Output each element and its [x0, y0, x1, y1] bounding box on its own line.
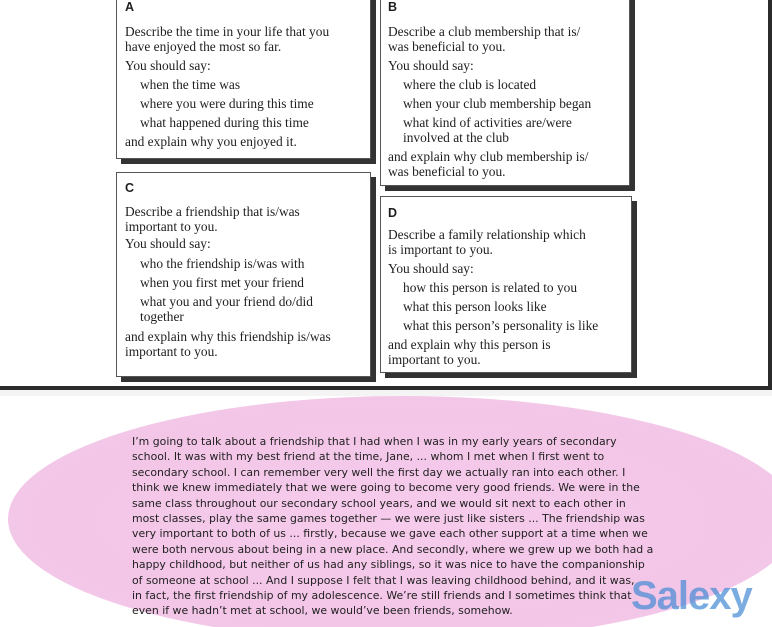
card-line: what this person looks like	[403, 299, 547, 314]
cue-card-a	[116, 0, 371, 159]
card-letter: C	[125, 181, 135, 195]
card-line: Describe the time in your life that you	[125, 24, 330, 39]
card-letter: A	[125, 0, 135, 14]
paragraph-line: in fact, the first friendship of my adolescence. We’re still friends and I sometimes think that	[132, 589, 632, 603]
paragraph-line: I’m going to talk about a friendship that I had when I was in my early years of secondary	[132, 435, 617, 448]
card-line: when you first met your friend	[140, 275, 304, 290]
card-line: was beneficial to you.	[388, 164, 506, 179]
card-line: how this person is related to you	[403, 280, 578, 295]
card-line: have enjoyed the most so far.	[125, 39, 282, 54]
card-line: what happened during this time	[140, 115, 309, 130]
card-line: what this person’s personality is like	[403, 318, 599, 333]
card-line: is important to you.	[388, 242, 493, 257]
card-line: where the club is located	[403, 77, 537, 92]
card-line: important to you.	[125, 344, 218, 359]
card-line: where you were during this time	[140, 96, 314, 111]
card-line: You should say:	[125, 236, 211, 251]
sample-answer-text	[132, 434, 672, 619]
card-line: Describe a club membership that is/	[388, 24, 581, 39]
paragraph-line: very important to both of us ... firstly, because we gave each other support at a time when we	[132, 527, 648, 541]
paragraph-line: think we knew immediately that we were going to become very good friends. We were in the	[132, 481, 640, 495]
card-line: You should say:	[125, 58, 211, 73]
card-line: important to you.	[125, 219, 218, 234]
card-line: was beneficial to you.	[388, 39, 506, 54]
paragraph-line: secondary school. I can remember very well the first day we actually ran into each other. I	[132, 465, 626, 479]
paragraph-line: even if we hadn’t met at school, we would’ve been friends, somehow.	[132, 604, 513, 618]
paragraph-line: happy childhood, but neither of us had any siblings, so it was nice to have the companionship	[132, 558, 645, 572]
card-line: Describe a friendship that is/was	[125, 204, 300, 219]
card-line: important to you.	[388, 352, 481, 367]
card-line: who the friendship is/was with	[140, 256, 305, 271]
card-line: when your club membership began	[403, 96, 592, 111]
paragraph-line: of someone at school ... And I suppose I felt that I was leaving childhood behind, and it was,	[132, 573, 635, 587]
card-line: what you and your friend do/did	[140, 294, 313, 309]
card-line: when the time was	[140, 77, 241, 92]
paragraph-line: school. It was with my best friend at the time, Jane, ... whom I met when I first went to	[132, 450, 605, 464]
card-line: involved at the club	[403, 130, 509, 145]
card-letter: B	[388, 0, 398, 14]
card-line: You should say:	[388, 58, 474, 73]
card-letter: D	[388, 206, 398, 220]
sample-answer-section	[0, 396, 772, 627]
cue-card-d	[380, 196, 632, 373]
card-line: and explain why this person is	[388, 337, 551, 352]
paragraph-line: most classes, play the same games together — we were just like sisters ... The friendship was	[132, 512, 645, 526]
card-line: Describe a family relationship which	[388, 227, 586, 242]
card-line: You should say:	[388, 261, 474, 276]
paragraph-line: were both nervous about being in a new place. And secondly, where we grew up we both had a	[132, 542, 654, 556]
card-line: and explain why club membership is/	[388, 149, 589, 164]
cue-card-c	[116, 172, 371, 377]
cue-card-b	[380, 0, 630, 186]
right-edge-bar	[768, 0, 772, 388]
card-line: what kind of activities are/were	[403, 115, 572, 130]
card-line: and explain why this friendship is/was	[125, 329, 331, 344]
salexy-watermark: Salexy	[631, 574, 752, 618]
paragraph-line: same class throughout our secondary school years, and we would sit next to each other in	[132, 496, 626, 510]
card-line: together	[140, 309, 184, 324]
card-line: and explain why you enjoyed it.	[125, 134, 297, 149]
